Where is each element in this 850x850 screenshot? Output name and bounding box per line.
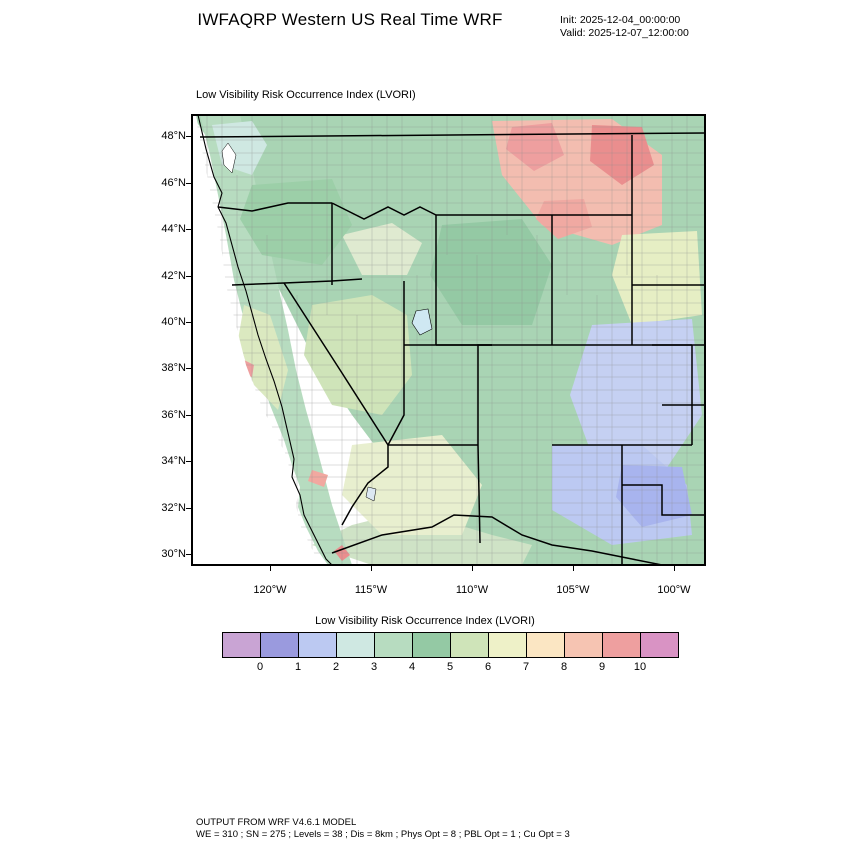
colorbar-tick-label: 8 <box>560 661 568 673</box>
y-tick-label: 32°N <box>161 502 186 514</box>
colorbar-tick-label: 1 <box>294 661 302 673</box>
colorbar-tick-label: 10 <box>633 661 647 673</box>
colorbar-tick-label: 4 <box>408 661 416 673</box>
x-tick-mark <box>472 566 473 571</box>
colorbar-tick-label: 0 <box>256 661 264 673</box>
footer-line-2: WE = 310 ; SN = 275 ; Levels = 38 ; Dis = 8km ; Phys Opt = 8 ; PBL Opt = 1 ; Cu Opt = 3 <box>196 829 570 840</box>
y-tick-mark <box>186 368 191 369</box>
colorbar-tick-labels <box>222 661 679 679</box>
latitude-axis <box>134 114 186 566</box>
colorbar-tick-label: 2 <box>332 661 340 673</box>
colorbar-swatch <box>603 633 641 657</box>
colorbar-swatch <box>451 633 489 657</box>
colorbar-title: Low Visibility Risk Occurrence Index (LVORI) <box>315 615 535 627</box>
run-info <box>560 14 689 40</box>
y-tick-mark <box>186 554 191 555</box>
colorbar-swatch <box>413 633 451 657</box>
x-tick-label: 115°W <box>354 584 388 596</box>
x-tick-mark <box>674 566 675 571</box>
colorbar-swatch <box>223 633 261 657</box>
map-canvas <box>192 115 705 565</box>
y-tick-mark <box>186 508 191 509</box>
colorbar-tick-label: 7 <box>522 661 530 673</box>
y-tick-label: 48°N <box>161 130 186 142</box>
init-time: Init: 2025-12-04_00:00:00 <box>560 14 681 26</box>
y-tick-label: 30°N <box>161 548 186 560</box>
x-tick-label: 110°W <box>455 584 489 596</box>
colorbar-tick-label: 6 <box>484 661 492 673</box>
colorbar-swatch <box>565 633 603 657</box>
x-tick-label: 100°W <box>657 584 691 596</box>
y-tick-label: 46°N <box>161 177 186 189</box>
map-plot-area[interactable] <box>191 114 706 566</box>
x-tick-mark <box>371 566 372 571</box>
colorbar-tick-label: 9 <box>598 661 606 673</box>
y-tick-mark <box>186 461 191 462</box>
x-tick-label: 120°W <box>253 584 287 596</box>
valid-time: Valid: 2025-12-07_12:00:00 <box>560 27 689 39</box>
colorbar-swatch <box>337 633 375 657</box>
colorbar-swatch <box>299 633 337 657</box>
colorbar-swatch <box>641 633 678 657</box>
x-tick-mark <box>573 566 574 571</box>
colorbar-tick-label: 5 <box>446 661 454 673</box>
model-info-footer <box>196 817 570 841</box>
y-tick-mark <box>186 229 191 230</box>
y-tick-label: 34°N <box>161 455 186 467</box>
y-tick-mark <box>186 322 191 323</box>
y-tick-mark <box>186 136 191 137</box>
colorbar-tick-label: 3 <box>370 661 378 673</box>
y-tick-label: 42°N <box>161 270 186 282</box>
page-title: IWFAQRP Western US Real Time WRF <box>197 10 503 29</box>
colorbar[interactable] <box>222 632 679 658</box>
colorbar-swatch <box>261 633 299 657</box>
longitude-axis <box>191 566 706 598</box>
plot-title: Low Visibility Risk Occurrence Index (LVORI) <box>196 89 416 101</box>
y-tick-label: 38°N <box>161 362 186 374</box>
y-tick-mark <box>186 276 191 277</box>
x-tick-mark <box>270 566 271 571</box>
colorbar-swatch <box>489 633 527 657</box>
y-tick-label: 40°N <box>161 316 186 328</box>
y-tick-mark <box>186 183 191 184</box>
y-tick-mark <box>186 415 191 416</box>
footer-line-1: OUTPUT FROM WRF V4.6.1 MODEL <box>196 817 357 828</box>
x-tick-label: 105°W <box>556 584 590 596</box>
y-tick-label: 36°N <box>161 409 186 421</box>
y-tick-label: 44°N <box>161 223 186 235</box>
colorbar-swatch <box>375 633 413 657</box>
colorbar-swatch <box>527 633 565 657</box>
